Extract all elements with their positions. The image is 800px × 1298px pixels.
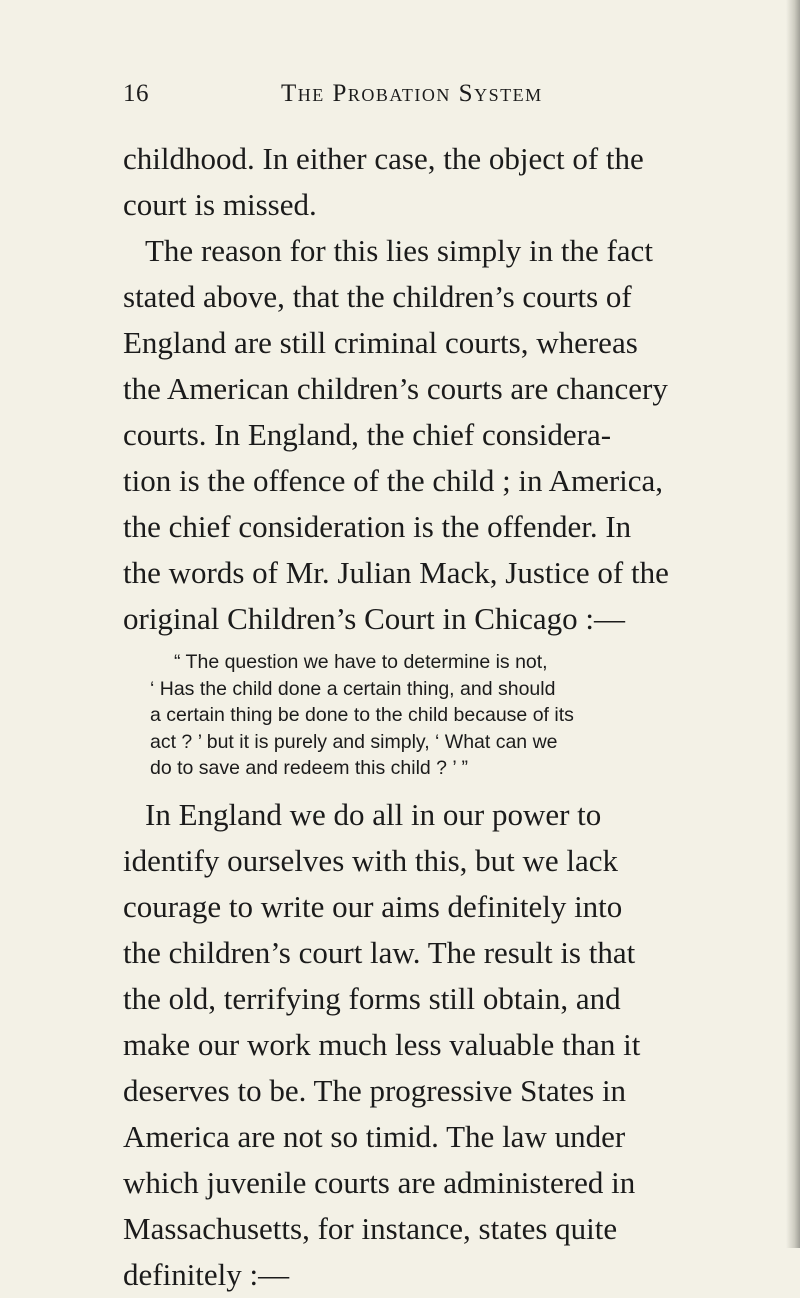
text-line: stated above, that the children’s courts of — [123, 279, 632, 314]
paragraph-1 — [123, 136, 743, 228]
quote-line: “ The question we have to determine is not, — [174, 651, 548, 673]
paragraph-2 — [123, 228, 743, 642]
text-line: which juvenile courts are administered in — [123, 1164, 636, 1200]
text-line: Massachusetts, for instance, states quite — [123, 1210, 618, 1246]
quote-line: do to save and redeem this child ? ’ ” — [150, 757, 468, 779]
text-line: deserves to be. The progressive States in — [123, 1072, 627, 1108]
text-line: original Children’s Court in Chicago :— — [123, 601, 625, 636]
paragraph-3 — [123, 792, 743, 1298]
text-line: courage to write our aims definitely into — [123, 888, 623, 924]
text-line: definitely :— — [123, 1256, 290, 1292]
text-line: the American children’s courts are chancery — [123, 371, 668, 406]
text-line: courts. In England, the chief considera- — [123, 417, 612, 452]
page-number: 16 — [123, 80, 149, 107]
quote-line: act ? ’ but it is purely and simply, ‘ What can we — [150, 730, 558, 753]
page-edge-shadow — [786, 0, 800, 1248]
text-line: the children’s court law. The result is that — [123, 934, 636, 970]
quote-line: a certain thing be done to the child because of its — [150, 704, 574, 726]
block-quote — [123, 649, 743, 782]
text-line: the words of Mr. Julian Mack, Justice of the — [123, 555, 669, 590]
text-line: identify ourselves with this, but we lack — [123, 842, 619, 878]
body-text — [123, 136, 743, 1298]
text-line: make our work much less valuable than it — [123, 1026, 641, 1062]
text-line: court is missed. — [123, 187, 317, 222]
text-line: The reason for this lies simply in the fact — [145, 233, 653, 268]
quote-line: ‘ Has the child done a certain thing, and should — [150, 677, 556, 700]
running-title: The Probation System — [281, 80, 543, 107]
text-line: the chief consideration is the offender. In — [123, 509, 632, 544]
text-line: tion is the offence of the child ; in America, — [123, 463, 664, 498]
text-line: childhood. In either case, the object of the — [123, 141, 644, 176]
text-line: England are still criminal courts, whereas — [123, 325, 638, 360]
text-line: America are not so timid. The law under — [123, 1118, 626, 1154]
page-header — [123, 80, 743, 120]
text-line: In England we do all in our power to — [145, 796, 602, 832]
text-line: the old, terrifying forms still obtain, and — [123, 980, 621, 1016]
